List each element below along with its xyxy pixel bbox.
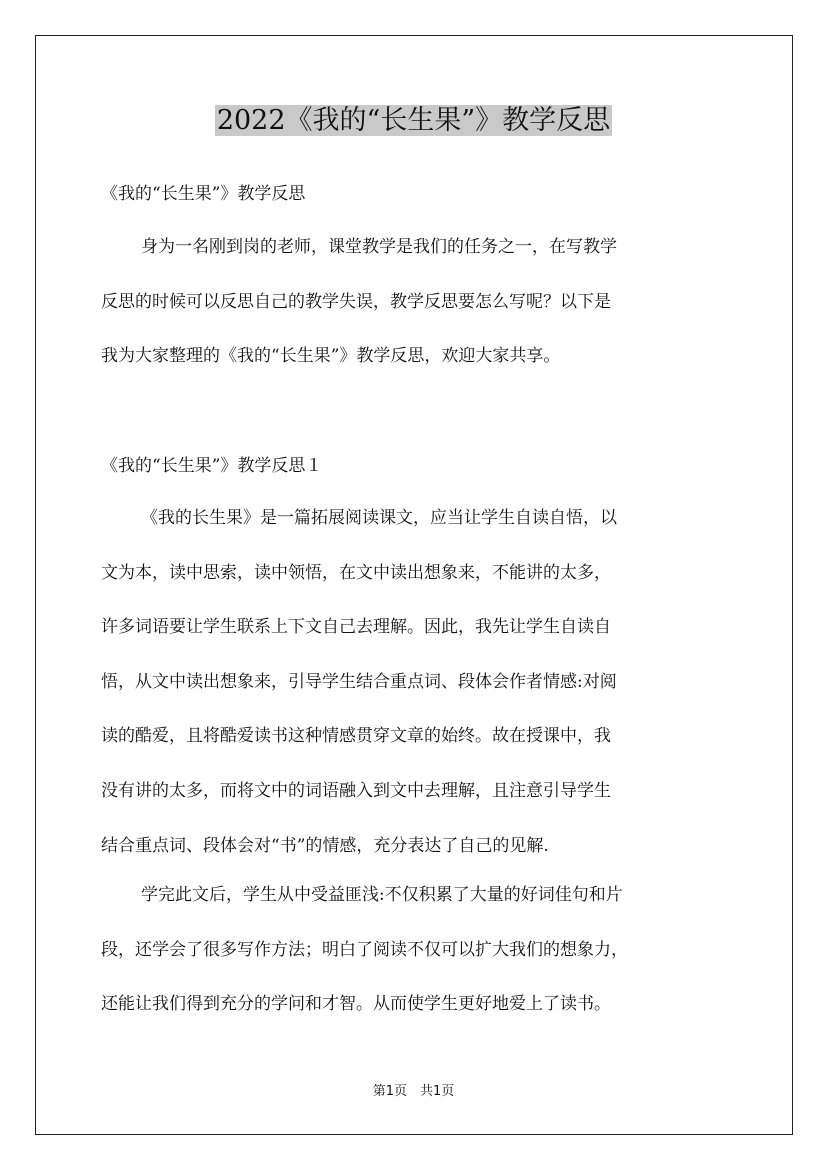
paragraph-line: 《我的长生果》是一篇拓展阅读课文，应当让学生自读自悟，以 bbox=[141, 508, 617, 528]
title-text: 2022《我的“长生果”》教学反思 bbox=[216, 105, 611, 136]
paragraph-line: 结合重点词、段体会对“书”的情感，充分表达了自己的见解. bbox=[101, 835, 549, 856]
paragraph-line: 我为大家整理的《我的“长生果”》教学反思，欢迎大家共享。 bbox=[101, 346, 561, 367]
section-paragraph-1 bbox=[101, 491, 741, 873]
paragraph-line: 反思的时候可以反思自己的教学失误，教学反思要怎么写呢？以下是 bbox=[101, 291, 611, 312]
paragraph-line: 段，还学会了很多写作方法；明白了阅读不仅可以扩大我们的想象力， bbox=[101, 939, 628, 960]
section-heading: 《我的“长生果”》教学反思１ bbox=[101, 456, 323, 476]
document-subtitle: 《我的“长生果”》教学反思 bbox=[101, 184, 306, 204]
paragraph-line: 文为本，读中思索，读中领悟，在文中读出想象来，不能讲的太多， bbox=[101, 562, 611, 583]
document-title bbox=[0, 100, 827, 142]
page-footer: 第1页 共1页 bbox=[372, 1084, 455, 1099]
intro-paragraph bbox=[101, 220, 741, 384]
paragraph-line: 没有讲的太多，而将文中的词语融入到文中去理解，且注意引导学生 bbox=[101, 780, 611, 801]
section-paragraph-2 bbox=[101, 868, 741, 1032]
paragraph-line: 许多词语要让学生联系上下文自己去理解。因此，我先让学生自读自 bbox=[101, 617, 611, 638]
paragraph-line: 读的酷爱，且将酷爱读书这种情感贯穿文章的始终。故在授课中，我 bbox=[101, 726, 611, 747]
paragraph-line: 学完此文后，学生从中受益匪浅:不仅积累了大量的好词佳句和片 bbox=[141, 885, 623, 905]
paragraph-line: 悟，从文中读出想象来，引导学生结合重点词、段体会作者情感:对阅 bbox=[101, 671, 617, 692]
paragraph-line: 还能让我们得到充分的学问和才智。从而使学生更好地爱上了读书。 bbox=[101, 994, 611, 1015]
paragraph-line: 身为一名刚到岗的老师，课堂教学是我们的任务之一，在写教学 bbox=[141, 237, 617, 257]
